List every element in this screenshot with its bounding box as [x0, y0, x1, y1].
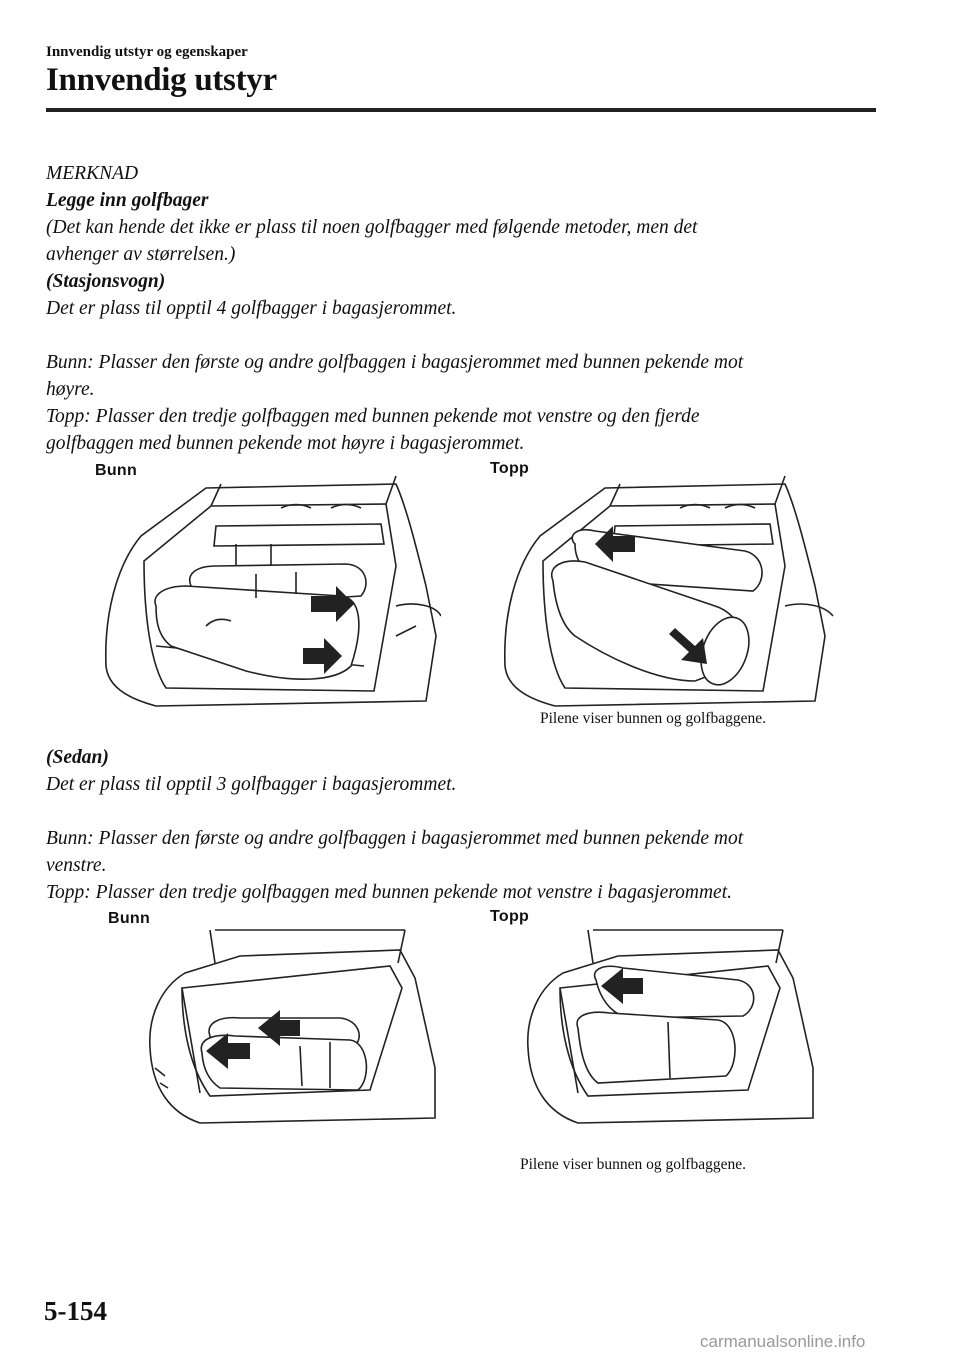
note-intro-line-1: (Det kan hende det ikke er plass til noen golfbagger med følgende metoder, men det: [46, 217, 698, 238]
wagon-bottom-line-2: høyre.: [46, 379, 95, 400]
page-number: 5-154: [44, 1296, 107, 1326]
note-label: MERKNAD: [46, 163, 139, 184]
note-heading: Legge inn golfbager: [46, 190, 209, 211]
sedan-top-line-1: Topp: Plasser den tredje golfbaggen med bunnen pekende mot venstre i bagasjerommet.: [46, 882, 732, 903]
wagon-bottom-illustration: [96, 466, 441, 716]
sedan-bottom-line-2: venstre.: [46, 855, 107, 876]
sedan-top-illustration: [518, 918, 818, 1143]
page-title: Innvendig utstyr: [46, 62, 277, 98]
sedan-figure-caption: Pilene viser bunnen og golfbaggene.: [520, 1156, 746, 1173]
sedan-capacity: Det er plass til opptil 3 golfbagger i bagasjerommet.: [46, 774, 457, 795]
wagon-bottom-line-1: Bunn: Plasser den første og andre golfbaggen i bagasjerommet med bunnen pekende mot: [46, 352, 744, 373]
wagon-heading: (Stasjonsvogn): [46, 271, 166, 292]
watermark[interactable]: carmanualsonline.info: [700, 1332, 866, 1351]
sedan-fig-bottom-label: Bunn: [108, 910, 151, 927]
sedan-heading: (Sedan): [46, 747, 109, 768]
wagon-figure-caption: Pilene viser bunnen og golfbaggene.: [540, 710, 766, 727]
wagon-top-illustration: [495, 466, 835, 716]
wagon-fig-bottom-label: Bunn: [95, 462, 138, 479]
note-intro-line-2: avhenger av størrelsen.): [46, 244, 236, 265]
sedan-bottom-illustration: [140, 918, 440, 1143]
wagon-capacity: Det er plass til opptil 4 golfbagger i bagasjerommet.: [46, 298, 457, 319]
title-rule: [46, 108, 876, 112]
wagon-top-line-2: golfbaggen med bunnen pekende mot høyre i bagasjerommet.: [46, 433, 525, 454]
sedan-text: [46, 744, 876, 906]
section-label: Innvendig utstyr og egenskaper: [46, 44, 248, 60]
wagon-fig-top-label: Topp: [490, 460, 530, 477]
wagon-top-line-1: Topp: Plasser den tredje golfbaggen med bunnen pekende mot venstre og den fjerde: [46, 406, 700, 427]
note-wagon-text: [46, 160, 876, 457]
sedan-fig-top-label: Topp: [490, 908, 530, 925]
sedan-bottom-line-1: Bunn: Plasser den første og andre golfbaggen i bagasjerommet med bunnen pekende mot: [46, 828, 744, 849]
